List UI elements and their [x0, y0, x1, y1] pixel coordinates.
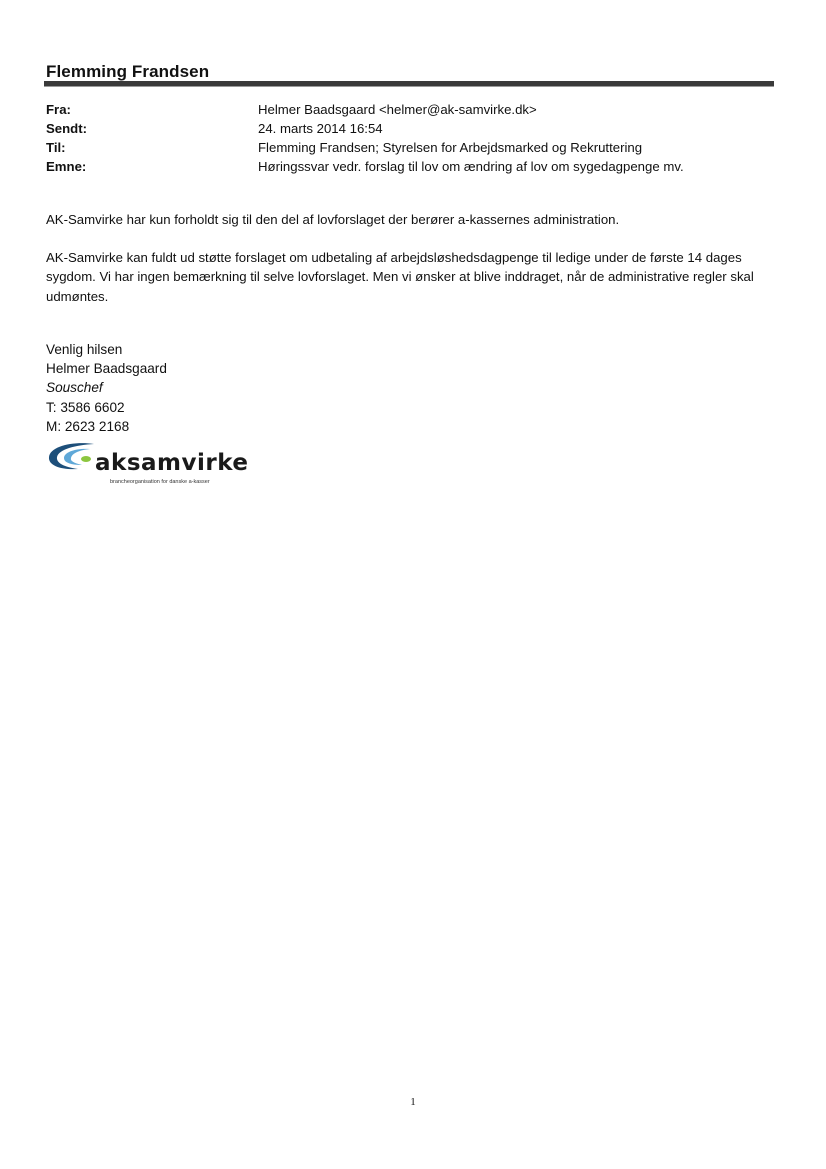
title-divider: [44, 81, 774, 86]
header-value-sent: 24. marts 2014 16:54: [258, 121, 383, 136]
body-paragraph-2: AK-Samvirke kan fuldt ud støtte forslaget om udbetaling af arbejdsløshedsdagpenge til ledige under de første 14 dages sygdom. Vi har ingen bemærkning til selve lovforslaget. Men vi ønsker at blive inddraget, når de administrative regler skal udmøntes.: [46, 250, 754, 304]
header-label-to: Til:: [46, 140, 66, 155]
header-row-to: [46, 138, 766, 157]
header-label-sent: Sendt:: [46, 121, 88, 136]
header-value-subject: Høringssvar vedr. forslag til lov om ændring af lov om sygedagpenge mv.: [258, 159, 684, 174]
header-row-from: [46, 100, 766, 119]
logo-wordmark: aksamvirke: [95, 450, 249, 476]
header-value-from: Helmer Baadsgaard <helmer@ak-samvirke.dk>: [258, 102, 537, 117]
page-title: Flemming Frandsen: [46, 62, 210, 81]
header-row-sent: [46, 119, 766, 138]
email-headers: [46, 100, 766, 176]
header-label-subject: Emne:: [46, 159, 87, 174]
header-label-from: Fra:: [46, 102, 71, 117]
signature-name: Helmer Baadsgaard: [46, 361, 167, 377]
body-paragraph-1: AK-Samvirke har kun forholdt sig til den del af lovforslaget der berører a-kassernes administration.: [46, 212, 620, 227]
header-row-subject: [46, 157, 766, 176]
signature-greeting: Venlig hilsen: [46, 342, 123, 357]
signature-block: [46, 340, 167, 436]
logo-tagline: brancheorganisation for danske a-kasser: [110, 479, 210, 485]
signature-mobile: M: 2623 2168: [46, 418, 130, 434]
header-value-to: Flemming Frandsen; Styrelsen for Arbejdsmarked og Rekruttering: [258, 140, 643, 155]
aksamvirke-logo: [46, 440, 256, 490]
page-number: 1: [410, 1096, 416, 1108]
signature-title: Souschef: [46, 380, 103, 396]
logo-dot-icon: [81, 456, 91, 462]
signature-phone: T: 3586 6602: [46, 399, 125, 415]
email-body: [46, 210, 756, 325]
